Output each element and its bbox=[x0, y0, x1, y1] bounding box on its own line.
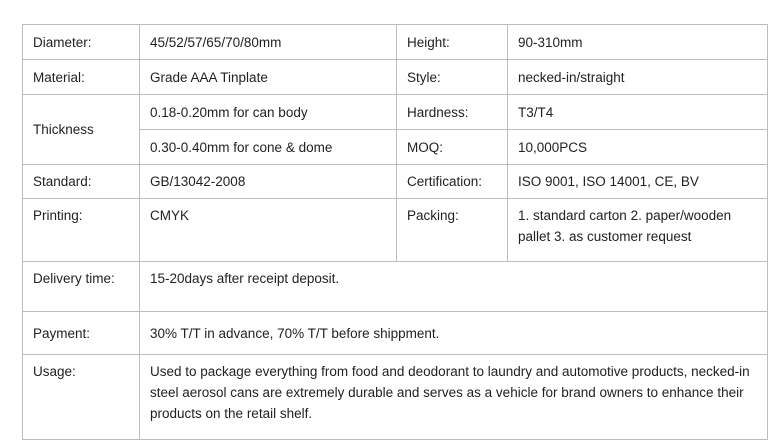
certification-label: Certification: bbox=[397, 165, 508, 199]
delivery-label: Delivery time: bbox=[23, 262, 140, 312]
payment-value: 30% T/T in advance, 70% T/T before shippment. bbox=[140, 312, 768, 355]
material-value: Grade AAA Tinplate bbox=[140, 60, 397, 95]
printing-label: Printing: bbox=[23, 199, 140, 262]
hardness-label: Hardness: bbox=[397, 95, 508, 130]
style-label: Style: bbox=[397, 60, 508, 95]
payment-label: Payment: bbox=[23, 312, 140, 355]
delivery-value: 15-20days after receipt deposit. bbox=[140, 262, 768, 312]
table-row bbox=[23, 25, 768, 60]
printing-value: CMYK bbox=[140, 199, 397, 262]
diameter-value: 45/52/57/65/70/80mm bbox=[140, 25, 397, 60]
usage-value: Used to package everything from food and deodorant to laundry and automotive products, necked-in steel aerosol cans are extremely durable and serves as a vehicle for brand owners to enhance their products on the retail shelf. bbox=[140, 355, 768, 440]
hardness-value: T3/T4 bbox=[508, 95, 768, 130]
thickness-value-1: 0.18-0.20mm for can body bbox=[140, 95, 397, 130]
diameter-label: Diameter: bbox=[23, 25, 140, 60]
standard-label: Standard: bbox=[23, 165, 140, 199]
packing-label: Packing: bbox=[397, 199, 508, 262]
usage-label: Usage: bbox=[23, 355, 140, 440]
table-row bbox=[23, 60, 768, 95]
thickness-value-2: 0.30-0.40mm for cone & dome bbox=[140, 130, 397, 165]
certification-value: ISO 9001, ISO 14001, CE, BV bbox=[508, 165, 768, 199]
moq-label: MOQ: bbox=[397, 130, 508, 165]
packing-value: 1. standard carton 2. paper/wooden pallet 3. as customer request bbox=[508, 199, 768, 262]
standard-value: GB/13042-2008 bbox=[140, 165, 397, 199]
table-row bbox=[23, 199, 768, 262]
spec-table bbox=[22, 24, 768, 440]
table-row bbox=[23, 165, 768, 199]
height-label: Height: bbox=[397, 25, 508, 60]
moq-value: 10,000PCS bbox=[508, 130, 768, 165]
table-row bbox=[23, 262, 768, 312]
table-row bbox=[23, 355, 768, 440]
material-label: Material: bbox=[23, 60, 140, 95]
thickness-label: Thickness bbox=[23, 95, 140, 165]
height-value: 90-310mm bbox=[508, 25, 768, 60]
table-row bbox=[23, 95, 768, 130]
table-row bbox=[23, 312, 768, 355]
style-value: necked-in/straight bbox=[508, 60, 768, 95]
